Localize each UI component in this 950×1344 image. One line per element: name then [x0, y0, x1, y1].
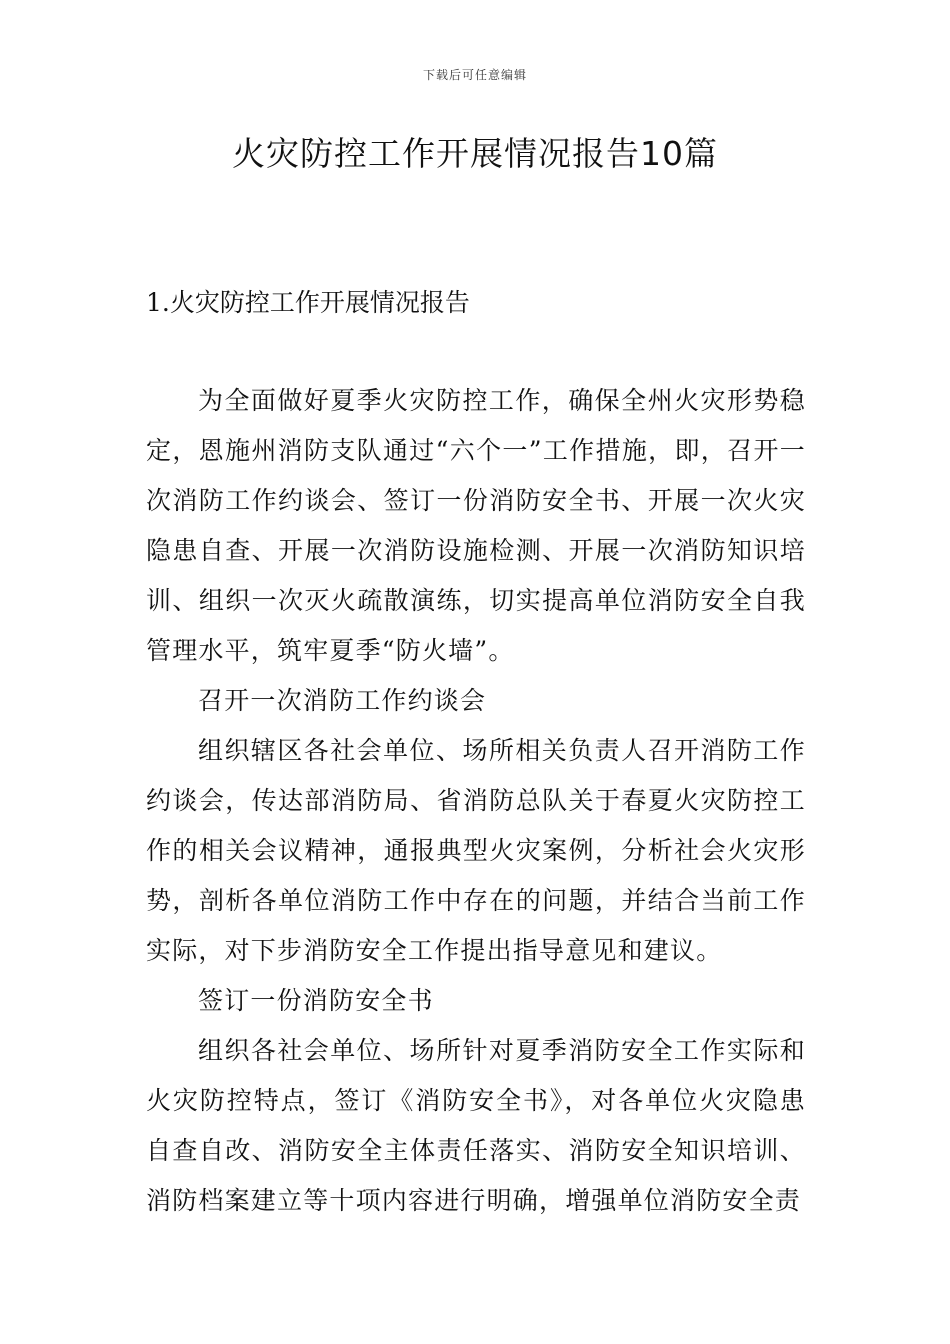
intro-paragraph: 为全面做好夏季火灾防控工作，确保全州火灾形势稳定，恩施州消防支队通过“六个一”工作措施，即，召开一次消防工作约谈会、签订一份消防安全书、开展一次火灾隐患自查、开展一次消防设施检测、开展一次消防知识培训、组织一次灭火疏散演练，切实提高单位消防安全自我管理水平，筑牢夏季“防火墙”。	[146, 386, 806, 665]
header-note: 下载后可任意编辑	[422, 68, 527, 82]
safety-book-paragraph: 组织各社会单位、场所针对夏季消防安全工作实际和火灾防控特点，签订《消防安全书》，对各单位火灾隐患自查自改、消防安全主体责任落实、消防安全知识培训、消防档案建立等十项内容进行明确，增强单位消防安全责	[146, 1036, 806, 1215]
meeting-paragraph: 组织辖区各社会单位、场所相关负责人召开消防工作约谈会，传达部消防局、省消防总队关于春夏火灾防控工作的相关会议精神，通报典型火灾案例，分析社会火灾形势，剖析各单位消防工作中存在的问题，并结合当前工作实际，对下步消防安全工作提出指导意见和建议。	[146, 736, 806, 965]
document-title: 火灾防控工作开展情况报告10篇	[232, 134, 718, 173]
subheading-meeting: 召开一次消防工作约谈会	[198, 686, 487, 715]
subheading-safety-book: 签订一份消防安全书	[198, 986, 434, 1015]
section-heading: 1.火灾防控工作开展情况报告	[146, 288, 470, 317]
document-body	[146, 376, 806, 1226]
